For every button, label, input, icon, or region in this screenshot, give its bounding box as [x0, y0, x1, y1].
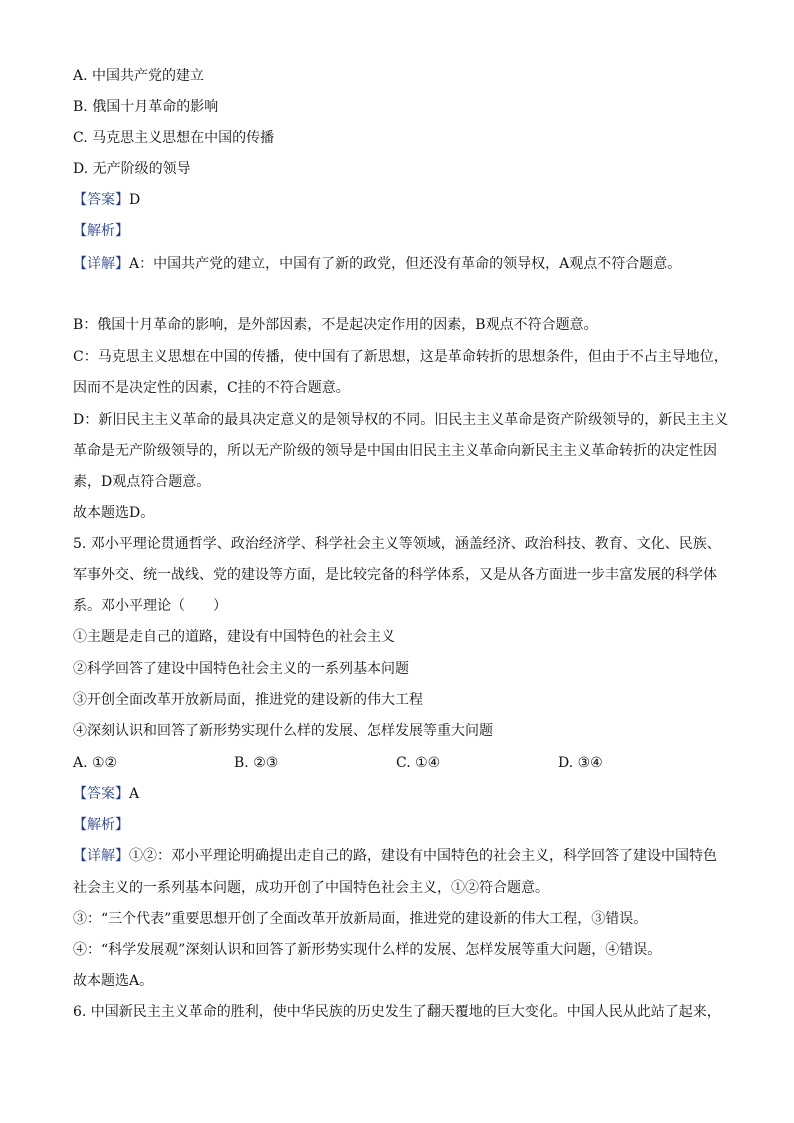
detail-text: ①②：邓小平理论明确提出走自己的路，建设有中国特色的社会主义，科学回答了建设中国特色 [129, 848, 717, 864]
q5-item-2: ②科学回答了建设中国特色社会主义的一系列基本问题 [73, 661, 409, 677]
q5-choice-b: B. ②③ [234, 755, 279, 771]
q5-choice-a: A. ①② [73, 755, 118, 771]
q4-detail-c-line1: C：马克思主义思想在中国的传播，使中国有了新思想，这是革命转折的思想条件，但由于不占主导地位， [73, 349, 728, 365]
q5-choice-d: D. ③④ [558, 755, 603, 771]
q5-item-1: ①主题是走自己的道路，建设有中国特色的社会主义 [73, 629, 395, 645]
q5-conclusion: 故本题选A。 [73, 973, 154, 989]
answer-label: 【答案】 [73, 786, 129, 802]
q4-analysis-label: 【解析】 [73, 223, 129, 239]
q4-answer [73, 191, 140, 209]
detail-text: A：中国共产党的建立，中国有了新的政党，但还没有革命的领导权，A观点不符合题意。 [129, 256, 682, 272]
answer-label: 【答案】 [73, 192, 129, 208]
q4-detail-d-line1: D：新旧民主主义革命的最具决定意义的是领导权的不同。旧民主主义革命是资产阶级领导的，新民主主义 [73, 412, 729, 428]
q4-conclusion: 故本题选D。 [73, 505, 155, 521]
detail-label: 【详解】 [73, 256, 129, 272]
q5-choice-c: C. ①④ [396, 755, 441, 771]
q5-item-3: ③开创全面改革开放新局面，推进党的建设新的伟大工程 [73, 692, 423, 708]
detail-label: 【详解】 [73, 848, 129, 864]
q6-stem-line1: 6. 中国新民主主义革命的胜利，使中华民族的历史发生了翻天覆地的巨大变化。中国人民从此站了起来， [73, 1004, 721, 1020]
q5-stem-line2: 军事外交、统一战线、党的建设等方面，是比较完备的科学体系，又是从各方面进一步丰富发展的科学体 [73, 567, 717, 583]
q4-option-c: C. 马克思主义思想在中国的传播 [73, 130, 275, 146]
q4-detail-d-line2: 革命是无产阶级领导的，所以无产阶级的领导是中国由旧民主主义革命向新民主主义革命转折的决定性因 [73, 443, 717, 459]
answer-value: A [129, 786, 140, 802]
q4-option-a: A. 中国共产党的建立 [73, 68, 205, 84]
q5-stem-line3: 系。邓小平理论（ ） [73, 598, 227, 614]
q5-answer [73, 785, 139, 803]
q5-item-4: ④深刻认识和回答了新形势实现什么样的发展、怎样发展等重大问题 [73, 723, 493, 739]
q4-detail-a [73, 255, 681, 273]
q5-stem-line1: 5. 邓小平理论贯通哲学、政治经济学、科学社会主义等领域，涵盖经济、政治科技、教育、文化、民族、 [73, 536, 721, 552]
q4-option-b: B. 俄国十月革命的影响 [73, 99, 219, 115]
q4-detail-b: B：俄国十月革命的影响，是外部因素，不是起决定作用的因素，B观点不符合题意。 [73, 317, 598, 333]
q5-detail-4: ④：“科学发展观”深刻认识和回答了新形势实现什么样的发展、怎样发展等重大问题，④错误。 [73, 942, 662, 958]
q4-detail-c-line2: 因而不是决定性的因素，C挂的不符合题意。 [73, 380, 350, 396]
answer-value: D [129, 192, 141, 208]
q5-analysis-label: 【解析】 [73, 817, 129, 833]
q4-option-d: D. 无产阶级的领导 [73, 161, 191, 177]
q5-detail-1-line2: 社会主义的一系列基本问题，成功开创了中国特色社会主义，①②符合题意。 [73, 880, 549, 896]
q5-detail-3: ③：“三个代表”重要思想开创了全面改革开放新局面，推进党的建设新的伟大工程，③错误。 [73, 911, 648, 927]
q5-detail-1-line1 [73, 847, 717, 865]
q4-detail-d-line3: 素，D观点符合题意。 [73, 474, 211, 490]
